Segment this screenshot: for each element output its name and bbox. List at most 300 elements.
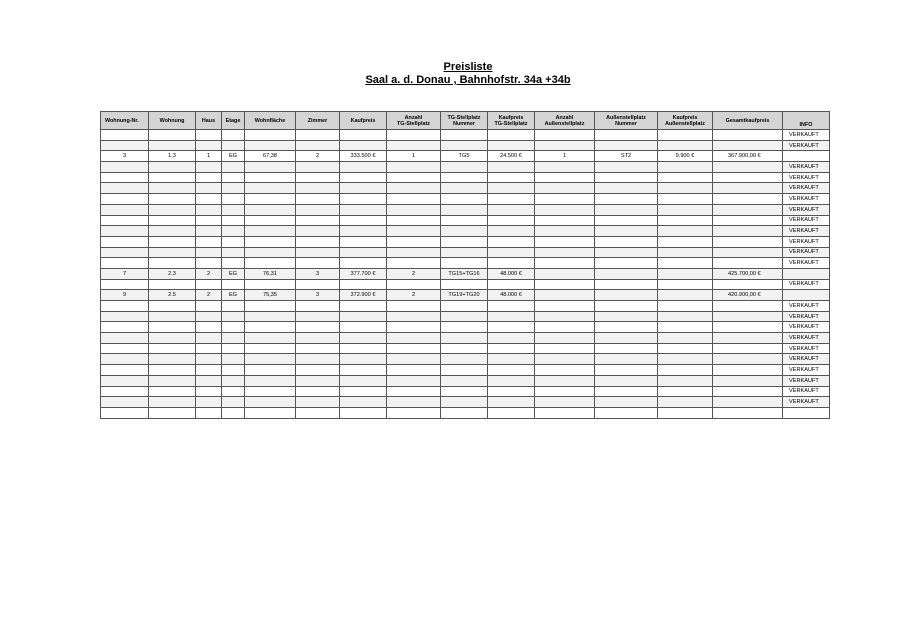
table-row [101, 183, 830, 194]
cell-kaufpreis-tg-stellplatz [488, 172, 535, 183]
cell-kaufpreis-tg-stellplatz [488, 258, 535, 269]
cell-wohnflaeche [245, 172, 296, 183]
cell-anzahl-aussenstellplatz [535, 247, 595, 258]
cell-aussenstellplatz-nummer [595, 311, 658, 322]
cell-kaufpreis-tg-stellplatz [488, 386, 535, 397]
cell-anzahl-aussenstellplatz [535, 290, 595, 301]
cell-kaufpreis [340, 343, 387, 354]
cell-haus [196, 279, 222, 290]
cell-tg-stellplatz-nummer [441, 333, 488, 344]
cell-kaufpreis-tg-stellplatz [488, 130, 535, 141]
table-row [101, 322, 830, 333]
column-header-kaufpreis-tg-stellplatz: Kaufpreis TG-Stellplatz [488, 112, 535, 130]
cell-wohnung [149, 343, 196, 354]
cell-aussenstellplatz-nummer [595, 301, 658, 312]
cell-aussenstellplatz-nummer [595, 397, 658, 408]
cell-zimmer [296, 204, 340, 215]
table-row [101, 140, 830, 151]
cell-anzahl-tg-stellplatz: 1 [387, 151, 441, 162]
cell-info: VERKAUFT [783, 333, 830, 344]
cell-anzahl-aussenstellplatz [535, 236, 595, 247]
column-header-gesamtkaufpreis: Gesamtkaufpreis [713, 112, 783, 130]
table-header-row [101, 112, 830, 130]
cell-tg-stellplatz-nummer [441, 236, 488, 247]
cell-wohnung-nr [101, 130, 149, 141]
cell-info: VERKAUFT [783, 226, 830, 237]
cell-haus [196, 226, 222, 237]
table-row [101, 258, 830, 269]
cell-haus: 2 [196, 290, 222, 301]
cell-aussenstellplatz-nummer [595, 204, 658, 215]
cell-wohnflaeche [245, 183, 296, 194]
cell-kaufpreis-aussenstellplatz [658, 301, 713, 312]
cell-tg-stellplatz-nummer: TG5 [441, 151, 488, 162]
cell-aussenstellplatz-nummer [595, 258, 658, 269]
cell-anzahl-aussenstellplatz [535, 268, 595, 279]
cell-info: VERKAUFT [783, 236, 830, 247]
cell-wohnung-nr: 9 [101, 290, 149, 301]
column-header-etage: Etage [222, 112, 245, 130]
cell-gesamtkaufpreis [713, 194, 783, 205]
cell-wohnflaeche [245, 365, 296, 376]
cell-kaufpreis-aussenstellplatz [658, 397, 713, 408]
cell-tg-stellplatz-nummer [441, 365, 488, 376]
cell-wohnung: 2.5 [149, 290, 196, 301]
column-header-zimmer: Zimmer [296, 112, 340, 130]
cell-aussenstellplatz-nummer [595, 140, 658, 151]
cell-info: VERKAUFT [783, 172, 830, 183]
cell-wohnung [149, 311, 196, 322]
cell-wohnung-nr [101, 183, 149, 194]
cell-gesamtkaufpreis [713, 322, 783, 333]
cell-tg-stellplatz-nummer [441, 375, 488, 386]
cell-anzahl-tg-stellplatz [387, 343, 441, 354]
table-row [101, 215, 830, 226]
document-title: Preisliste [443, 61, 493, 73]
table-row [101, 194, 830, 205]
cell-zimmer [296, 258, 340, 269]
cell-wohnung [149, 247, 196, 258]
cell-haus [196, 130, 222, 141]
cell-gesamtkaufpreis [713, 215, 783, 226]
table-row [101, 311, 830, 322]
cell-info: VERKAUFT [783, 322, 830, 333]
cell-wohnflaeche [245, 311, 296, 322]
cell-tg-stellplatz-nummer [441, 215, 488, 226]
cell-haus [196, 407, 222, 418]
cell-haus [196, 386, 222, 397]
cell-info: VERKAUFT [783, 130, 830, 141]
cell-wohnung-nr [101, 162, 149, 173]
cell-wohnung-nr [101, 311, 149, 322]
cell-kaufpreis [340, 194, 387, 205]
cell-haus [196, 204, 222, 215]
cell-wohnflaeche [245, 397, 296, 408]
cell-wohnung-nr [101, 172, 149, 183]
column-header-kaufpreis-aussenstellplatz: Kaufpreis Außenstellplatz [658, 112, 713, 130]
cell-kaufpreis [340, 236, 387, 247]
cell-gesamtkaufpreis [713, 204, 783, 215]
cell-etage [222, 130, 245, 141]
cell-etage [222, 354, 245, 365]
cell-kaufpreis-aussenstellplatz [658, 365, 713, 376]
cell-zimmer [296, 375, 340, 386]
cell-anzahl-aussenstellplatz [535, 322, 595, 333]
cell-gesamtkaufpreis [713, 226, 783, 237]
cell-zimmer: 3 [296, 268, 340, 279]
cell-zimmer [296, 183, 340, 194]
cell-kaufpreis-tg-stellplatz [488, 204, 535, 215]
cell-info: VERKAUFT [783, 215, 830, 226]
cell-kaufpreis-tg-stellplatz [488, 365, 535, 376]
cell-wohnflaeche [245, 130, 296, 141]
cell-wohnung-nr [101, 236, 149, 247]
column-header-anzahl-aussenstellplatz: Anzahl Außenstellplatz [535, 112, 595, 130]
cell-kaufpreis [340, 311, 387, 322]
cell-tg-stellplatz-nummer [441, 301, 488, 312]
cell-gesamtkaufpreis [713, 343, 783, 354]
cell-kaufpreis [340, 247, 387, 258]
cell-anzahl-tg-stellplatz [387, 386, 441, 397]
cell-aussenstellplatz-nummer [595, 226, 658, 237]
cell-gesamtkaufpreis [713, 172, 783, 183]
table-row [101, 375, 830, 386]
cell-kaufpreis: 333.500 € [340, 151, 387, 162]
cell-kaufpreis-aussenstellplatz [658, 311, 713, 322]
cell-haus [196, 258, 222, 269]
cell-kaufpreis: 377.700 € [340, 268, 387, 279]
cell-haus [196, 247, 222, 258]
cell-wohnflaeche [245, 226, 296, 237]
cell-tg-stellplatz-nummer [441, 258, 488, 269]
cell-kaufpreis-tg-stellplatz [488, 236, 535, 247]
cell-tg-stellplatz-nummer: TG19+TG20 [441, 290, 488, 301]
cell-anzahl-tg-stellplatz [387, 311, 441, 322]
cell-etage [222, 162, 245, 173]
cell-zimmer: 2 [296, 151, 340, 162]
cell-kaufpreis-tg-stellplatz [488, 343, 535, 354]
cell-wohnung-nr [101, 140, 149, 151]
cell-anzahl-tg-stellplatz: 2 [387, 290, 441, 301]
cell-wohnflaeche: 76,31 [245, 268, 296, 279]
cell-anzahl-tg-stellplatz [387, 397, 441, 408]
cell-aussenstellplatz-nummer [595, 215, 658, 226]
cell-zimmer [296, 386, 340, 397]
cell-gesamtkaufpreis [713, 140, 783, 151]
cell-anzahl-tg-stellplatz: 2 [387, 268, 441, 279]
table-row [101, 386, 830, 397]
cell-wohnung [149, 397, 196, 408]
cell-aussenstellplatz-nummer [595, 290, 658, 301]
cell-aussenstellplatz-nummer [595, 354, 658, 365]
cell-gesamtkaufpreis [713, 247, 783, 258]
cell-info: VERKAUFT [783, 343, 830, 354]
cell-info: VERKAUFT [783, 247, 830, 258]
cell-kaufpreis-aussenstellplatz [658, 407, 713, 418]
cell-wohnung [149, 172, 196, 183]
cell-tg-stellplatz-nummer [441, 386, 488, 397]
cell-wohnung [149, 215, 196, 226]
cell-tg-stellplatz-nummer [441, 247, 488, 258]
cell-zimmer [296, 172, 340, 183]
table-row [101, 365, 830, 376]
cell-anzahl-aussenstellplatz [535, 183, 595, 194]
cell-haus [196, 301, 222, 312]
cell-anzahl-aussenstellplatz [535, 333, 595, 344]
cell-kaufpreis-tg-stellplatz [488, 194, 535, 205]
cell-wohnflaeche [245, 140, 296, 151]
table-row [101, 343, 830, 354]
cell-wohnung [149, 130, 196, 141]
cell-wohnflaeche [245, 247, 296, 258]
cell-kaufpreis-aussenstellplatz [658, 162, 713, 173]
cell-anzahl-tg-stellplatz [387, 322, 441, 333]
cell-info: VERKAUFT [783, 194, 830, 205]
cell-kaufpreis-aussenstellplatz [658, 343, 713, 354]
cell-wohnung-nr: 7 [101, 268, 149, 279]
cell-kaufpreis [340, 375, 387, 386]
cell-anzahl-aussenstellplatz [535, 130, 595, 141]
cell-anzahl-aussenstellplatz [535, 397, 595, 408]
cell-anzahl-tg-stellplatz [387, 172, 441, 183]
cell-aussenstellplatz-nummer [595, 236, 658, 247]
cell-kaufpreis-tg-stellplatz [488, 375, 535, 386]
cell-tg-stellplatz-nummer [441, 322, 488, 333]
cell-info [783, 268, 830, 279]
cell-wohnung [149, 354, 196, 365]
cell-wohnung-nr [101, 365, 149, 376]
cell-anzahl-aussenstellplatz [535, 354, 595, 365]
cell-haus [196, 333, 222, 344]
cell-kaufpreis [340, 183, 387, 194]
cell-kaufpreis [340, 162, 387, 173]
cell-kaufpreis [340, 407, 387, 418]
cell-etage [222, 172, 245, 183]
column-header-aussenstellplatz-nummer: Außenstellplatz Nummer [595, 112, 658, 130]
cell-tg-stellplatz-nummer [441, 311, 488, 322]
cell-haus [196, 172, 222, 183]
cell-gesamtkaufpreis [713, 397, 783, 408]
cell-kaufpreis-tg-stellplatz: 24.500 € [488, 151, 535, 162]
cell-kaufpreis: 372.900 € [340, 290, 387, 301]
cell-wohnung: 1.3 [149, 151, 196, 162]
cell-wohnung-nr [101, 354, 149, 365]
cell-info: VERKAUFT [783, 301, 830, 312]
cell-zimmer: 3 [296, 290, 340, 301]
cell-wohnung [149, 375, 196, 386]
cell-anzahl-aussenstellplatz [535, 386, 595, 397]
cell-kaufpreis [340, 333, 387, 344]
cell-haus: 2 [196, 268, 222, 279]
cell-haus [196, 397, 222, 408]
cell-anzahl-aussenstellplatz [535, 301, 595, 312]
cell-aussenstellplatz-nummer [595, 407, 658, 418]
cell-anzahl-aussenstellplatz [535, 162, 595, 173]
table-row [101, 397, 830, 408]
cell-haus [196, 215, 222, 226]
cell-zimmer [296, 301, 340, 312]
cell-wohnflaeche [245, 322, 296, 333]
cell-wohnung: 2.3 [149, 268, 196, 279]
cell-etage [222, 301, 245, 312]
cell-etage [222, 183, 245, 194]
cell-aussenstellplatz-nummer [595, 268, 658, 279]
cell-anzahl-aussenstellplatz [535, 375, 595, 386]
table-row [101, 354, 830, 365]
cell-gesamtkaufpreis [713, 386, 783, 397]
cell-anzahl-tg-stellplatz [387, 333, 441, 344]
cell-gesamtkaufpreis [713, 365, 783, 376]
cell-aussenstellplatz-nummer [595, 130, 658, 141]
cell-aussenstellplatz-nummer [595, 322, 658, 333]
cell-wohnflaeche [245, 204, 296, 215]
cell-kaufpreis-aussenstellplatz [658, 194, 713, 205]
cell-gesamtkaufpreis [713, 279, 783, 290]
cell-haus [196, 322, 222, 333]
cell-zimmer [296, 162, 340, 173]
cell-kaufpreis-tg-stellplatz [488, 311, 535, 322]
cell-kaufpreis-aussenstellplatz [658, 322, 713, 333]
cell-kaufpreis-aussenstellplatz [658, 130, 713, 141]
cell-kaufpreis [340, 301, 387, 312]
cell-haus [196, 236, 222, 247]
cell-wohnung [149, 365, 196, 376]
cell-haus [196, 311, 222, 322]
cell-etage [222, 236, 245, 247]
cell-anzahl-aussenstellplatz [535, 215, 595, 226]
cell-wohnung [149, 301, 196, 312]
cell-anzahl-tg-stellplatz [387, 301, 441, 312]
cell-zimmer [296, 407, 340, 418]
cell-kaufpreis-tg-stellplatz [488, 322, 535, 333]
price-table [100, 111, 830, 419]
cell-wohnung-nr [101, 279, 149, 290]
column-header-info: INFO [783, 112, 830, 130]
cell-haus [196, 365, 222, 376]
cell-zimmer [296, 279, 340, 290]
cell-wohnung-nr [101, 215, 149, 226]
table-row [101, 290, 830, 301]
cell-aussenstellplatz-nummer [595, 183, 658, 194]
cell-wohnflaeche [245, 194, 296, 205]
cell-etage [222, 397, 245, 408]
cell-kaufpreis [340, 130, 387, 141]
cell-wohnung-nr [101, 343, 149, 354]
cell-gesamtkaufpreis [713, 407, 783, 418]
cell-kaufpreis-tg-stellplatz [488, 226, 535, 237]
cell-wohnung [149, 322, 196, 333]
cell-zimmer [296, 140, 340, 151]
cell-gesamtkaufpreis [713, 183, 783, 194]
cell-wohnung [149, 140, 196, 151]
cell-aussenstellplatz-nummer [595, 247, 658, 258]
cell-etage [222, 343, 245, 354]
cell-gesamtkaufpreis [713, 311, 783, 322]
cell-gesamtkaufpreis [713, 258, 783, 269]
cell-etage [222, 279, 245, 290]
table-row [101, 172, 830, 183]
cell-kaufpreis-aussenstellplatz [658, 290, 713, 301]
cell-anzahl-tg-stellplatz [387, 258, 441, 269]
cell-wohnflaeche [245, 236, 296, 247]
cell-gesamtkaufpreis [713, 162, 783, 173]
cell-anzahl-tg-stellplatz [387, 236, 441, 247]
cell-anzahl-aussenstellplatz [535, 311, 595, 322]
cell-kaufpreis [340, 279, 387, 290]
cell-kaufpreis [340, 365, 387, 376]
cell-info [783, 151, 830, 162]
cell-etage: EG [222, 290, 245, 301]
cell-kaufpreis-aussenstellplatz [658, 183, 713, 194]
cell-tg-stellplatz-nummer [441, 279, 488, 290]
cell-anzahl-tg-stellplatz [387, 130, 441, 141]
cell-tg-stellplatz-nummer [441, 226, 488, 237]
cell-gesamtkaufpreis [713, 354, 783, 365]
cell-aussenstellplatz-nummer [595, 386, 658, 397]
cell-gesamtkaufpreis [713, 375, 783, 386]
cell-etage [222, 311, 245, 322]
cell-info: VERKAUFT [783, 140, 830, 151]
cell-wohnflaeche [245, 407, 296, 418]
cell-haus [196, 140, 222, 151]
cell-aussenstellplatz-nummer: ST2 [595, 151, 658, 162]
cell-wohnung [149, 226, 196, 237]
cell-zimmer [296, 247, 340, 258]
cell-etage [222, 375, 245, 386]
cell-kaufpreis-tg-stellplatz [488, 397, 535, 408]
cell-zimmer [296, 365, 340, 376]
cell-haus [196, 343, 222, 354]
cell-kaufpreis-tg-stellplatz: 48.000 € [488, 268, 535, 279]
cell-tg-stellplatz-nummer [441, 354, 488, 365]
cell-aussenstellplatz-nummer [595, 333, 658, 344]
column-header-wohnung-nr: Wohnung-Nr. [101, 112, 149, 130]
cell-haus [196, 183, 222, 194]
cell-kaufpreis-aussenstellplatz [658, 172, 713, 183]
table-row [101, 162, 830, 173]
cell-tg-stellplatz-nummer [441, 343, 488, 354]
cell-kaufpreis-tg-stellplatz [488, 279, 535, 290]
cell-anzahl-aussenstellplatz [535, 226, 595, 237]
cell-wohnung [149, 258, 196, 269]
cell-wohnflaeche [245, 375, 296, 386]
cell-kaufpreis-aussenstellplatz [658, 247, 713, 258]
cell-kaufpreis-aussenstellplatz [658, 279, 713, 290]
cell-tg-stellplatz-nummer [441, 162, 488, 173]
cell-kaufpreis-aussenstellplatz [658, 386, 713, 397]
cell-kaufpreis-aussenstellplatz [658, 333, 713, 344]
cell-anzahl-aussenstellplatz [535, 172, 595, 183]
cell-gesamtkaufpreis [713, 301, 783, 312]
cell-kaufpreis [340, 354, 387, 365]
table-row [101, 333, 830, 344]
cell-wohnung-nr [101, 397, 149, 408]
cell-info: VERKAUFT [783, 258, 830, 269]
cell-info: VERKAUFT [783, 279, 830, 290]
cell-wohnflaeche [245, 215, 296, 226]
cell-anzahl-aussenstellplatz [535, 194, 595, 205]
cell-kaufpreis-tg-stellplatz [488, 247, 535, 258]
cell-tg-stellplatz-nummer [441, 140, 488, 151]
cell-kaufpreis-tg-stellplatz: 48.000 € [488, 290, 535, 301]
cell-zimmer [296, 397, 340, 408]
cell-anzahl-tg-stellplatz [387, 407, 441, 418]
cell-etage [222, 215, 245, 226]
cell-anzahl-aussenstellplatz [535, 204, 595, 215]
cell-etage: EG [222, 268, 245, 279]
cell-wohnflaeche [245, 301, 296, 312]
cell-anzahl-tg-stellplatz [387, 279, 441, 290]
